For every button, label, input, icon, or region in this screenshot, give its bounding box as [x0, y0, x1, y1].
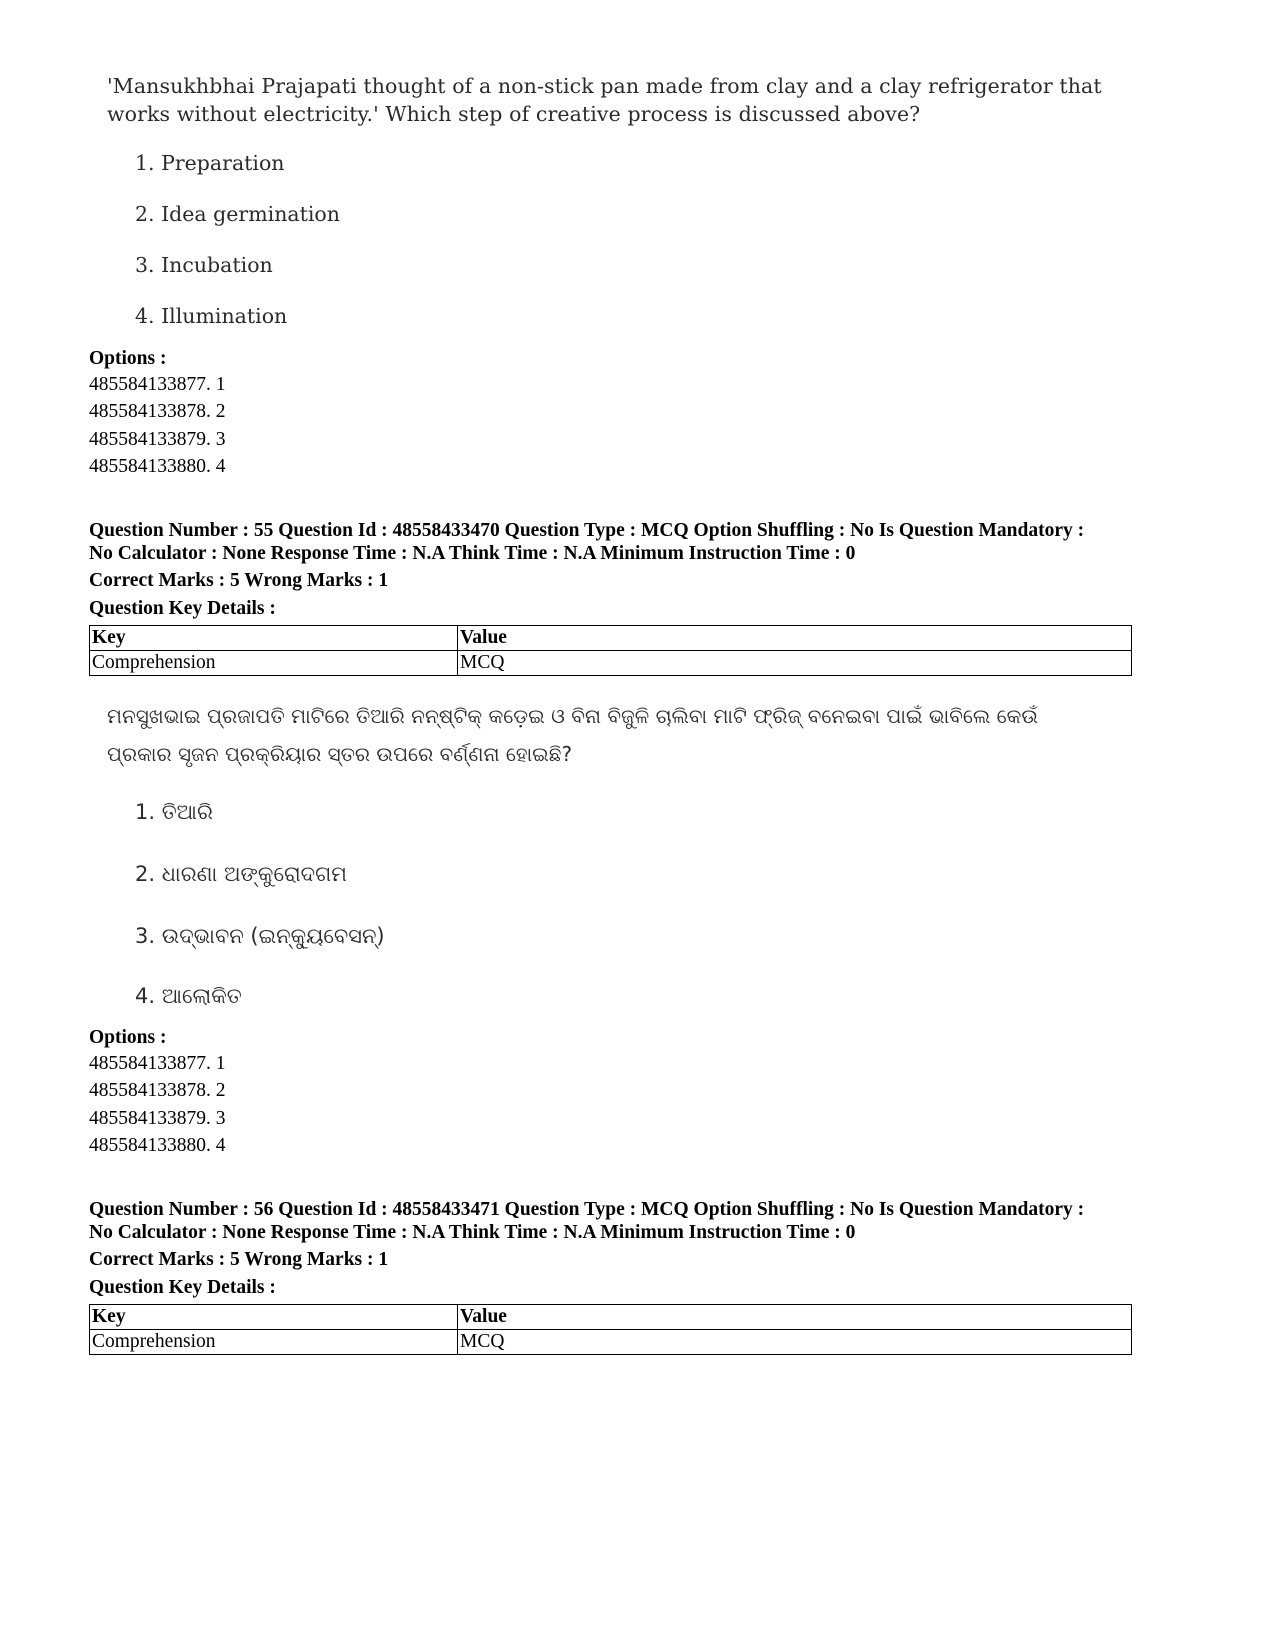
key-details-label: Question Key Details : — [89, 1277, 276, 1298]
option-1: 485584133877. 1 — [89, 374, 226, 395]
options-label: Options : — [89, 348, 167, 369]
table-header-key: Key — [90, 1305, 458, 1330]
option-4: 485584133880. 4 — [89, 1135, 226, 1156]
question-image-choice-1: 1. Preparation — [135, 151, 285, 175]
question-image-choice-3: 3. Incubation — [135, 253, 273, 277]
question-meta — [89, 1198, 1149, 1244]
table-header-row — [90, 626, 1132, 651]
table-cell-value: MCQ — [458, 1330, 1132, 1355]
key-details-table — [89, 1304, 1132, 1355]
question-image-text-odia: ମନସୁଖଭାଇ ପ୍ରଜାପତି ମାଟିରେ ତିଆରି ନନ୍‌ଷ୍ଟିକ୍ କଡ଼େଇ ଓ ବିନା ବିଜୁଳି ଚାଲିବା ମାଟି ଫ୍ରିଜ୍ ବନେଇବା ପାଇଁ ଭାବିଲେ କେଉଁ ପ୍ରକାର ସୃଜନ ପ୍ରକ୍ରିୟାର ସ୍ତର ଉପରେ ବର୍ଣ୍ଣନା ହୋଇଛି? — [107, 704, 1039, 766]
table-header-key: Key — [90, 626, 458, 651]
table-header-value: Value — [458, 1305, 1132, 1330]
question-meta-line-1: Question Number : 56 Question Id : 48558433471 Question Type : MCQ Option Shuffling : No Is Question Mandatory : — [89, 1199, 1085, 1220]
table-row — [90, 651, 1132, 676]
marks-line: Correct Marks : 5 Wrong Marks : 1 — [89, 570, 389, 591]
question-image-choice-2: 2. Idea germination — [135, 202, 340, 226]
options-label: Options : — [89, 1027, 167, 1048]
table-header-row — [90, 1305, 1132, 1330]
option-1: 485584133877. 1 — [89, 1053, 226, 1074]
table-row — [90, 1330, 1132, 1355]
question-meta — [89, 519, 1149, 565]
question-image-text-english: 'Mansukhbhai Prajapati thought of a non-stick pan made from clay and a clay refrigerator that works without electricity.' Which step of creative process is discussed above? — [107, 74, 1102, 126]
option-3: 485584133879. 3 — [89, 1108, 226, 1129]
option-2: 485584133878. 2 — [89, 401, 226, 422]
table-cell-key: Comprehension — [90, 1330, 458, 1355]
option-4: 485584133880. 4 — [89, 456, 226, 477]
question-image-choice-4: 4. ଆଲୋକିତ — [135, 984, 242, 1008]
marks-line: Correct Marks : 5 Wrong Marks : 1 — [89, 1249, 389, 1270]
question-meta-line-1: Question Number : 55 Question Id : 48558433470 Question Type : MCQ Option Shuffling : No Is Question Mandatory : — [89, 520, 1085, 541]
question-image-choice-2: 2. ଧାରଣା ଅଙ୍କୁରୋଦଗମ — [135, 862, 347, 886]
option-3: 485584133879. 3 — [89, 429, 226, 450]
question-image-choice-4: 4. Illumination — [135, 304, 288, 328]
key-details-table — [89, 625, 1132, 676]
question-image-choice-1: 1. ତିଆରି — [135, 800, 213, 824]
option-2: 485584133878. 2 — [89, 1080, 226, 1101]
question-meta-line-2: No Calculator : None Response Time : N.A Think Time : N.A Minimum Instruction Time : 0 — [89, 543, 856, 564]
table-header-value: Value — [458, 626, 1132, 651]
key-details-label: Question Key Details : — [89, 598, 276, 619]
question-meta-line-2: No Calculator : None Response Time : N.A Think Time : N.A Minimum Instruction Time : 0 — [89, 1222, 856, 1243]
table-cell-value: MCQ — [458, 651, 1132, 676]
table-cell-key: Comprehension — [90, 651, 458, 676]
question-image-choice-3: 3. ଉଦ୍‌ଭାବନ (ଇନ୍‌କ୍ୟୁବେସନ୍) — [135, 924, 385, 948]
